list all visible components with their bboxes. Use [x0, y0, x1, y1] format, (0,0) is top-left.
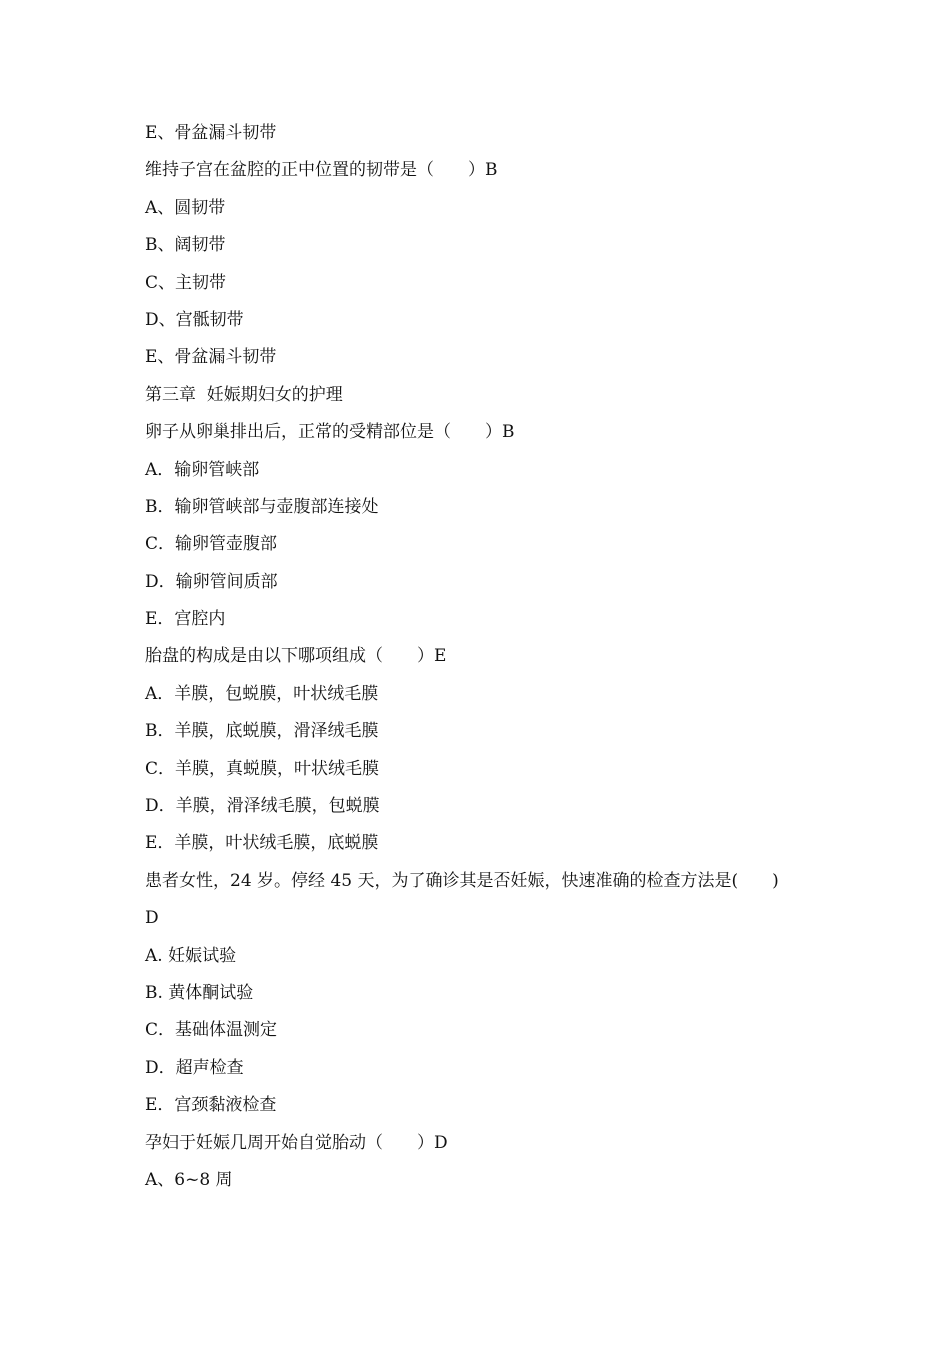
option-line: B．输卵管峡部与壶腹部连接处	[145, 496, 379, 517]
option-line: E．宫腔内	[145, 609, 226, 630]
option-line: E．羊膜，叶状绒毛膜，底蜕膜	[145, 833, 379, 854]
option-line: C、主韧带	[145, 272, 227, 293]
option-line: C．基础体温测定	[145, 1020, 278, 1041]
question-line: 卵子从卵巢排出后，正常的受精部位是（ ）B	[145, 422, 515, 443]
question-line: 患者女性，24 岁。停经 45 天，为了确诊其是否妊娠，快速准确的检查方法是( )	[145, 870, 779, 891]
option-line: A. 妊娠试验	[145, 945, 237, 966]
option-line: B、阔韧带	[145, 235, 226, 256]
option-line: A．输卵管峡部	[145, 459, 260, 480]
question-line: 孕妇于妊娠几周开始自觉胎动（ ）D	[145, 1132, 448, 1153]
option-line: C．羊膜，真蜕膜，叶状绒毛膜	[145, 758, 380, 779]
option-line: D、宫骶韧带	[145, 309, 244, 330]
option-line: B. 黄体酮试验	[145, 982, 254, 1003]
option-line: D．羊膜，滑泽绒毛膜，包蜕膜	[145, 796, 380, 817]
option-line: E．宫颈黏液检查	[145, 1095, 277, 1116]
option-line: D．超声检查	[145, 1057, 244, 1078]
option-line: E、骨盆漏斗韧带	[145, 347, 277, 368]
option-line: D．输卵管间质部	[145, 571, 278, 592]
option-line: B．羊膜，底蜕膜，滑泽绒毛膜	[145, 721, 379, 742]
option-line: A、圆韧带	[145, 197, 226, 218]
document-body	[145, 118, 845, 1202]
option-line: C．输卵管壶腹部	[145, 534, 278, 555]
question-line: 维持子宫在盆腔的正中位置的韧带是（ ）B	[145, 160, 498, 181]
answer-line: D	[145, 908, 159, 929]
option-line: A．羊膜，包蜕膜，叶状绒毛膜	[145, 683, 379, 704]
option-line: E、骨盆漏斗韧带	[145, 123, 277, 143]
chapter-heading: 第三章 妊娠期妇女的护理	[145, 384, 343, 405]
option-line: A、6~8 周	[145, 1169, 233, 1190]
question-line: 胎盘的构成是由以下哪项组成（ ）E	[145, 646, 447, 667]
